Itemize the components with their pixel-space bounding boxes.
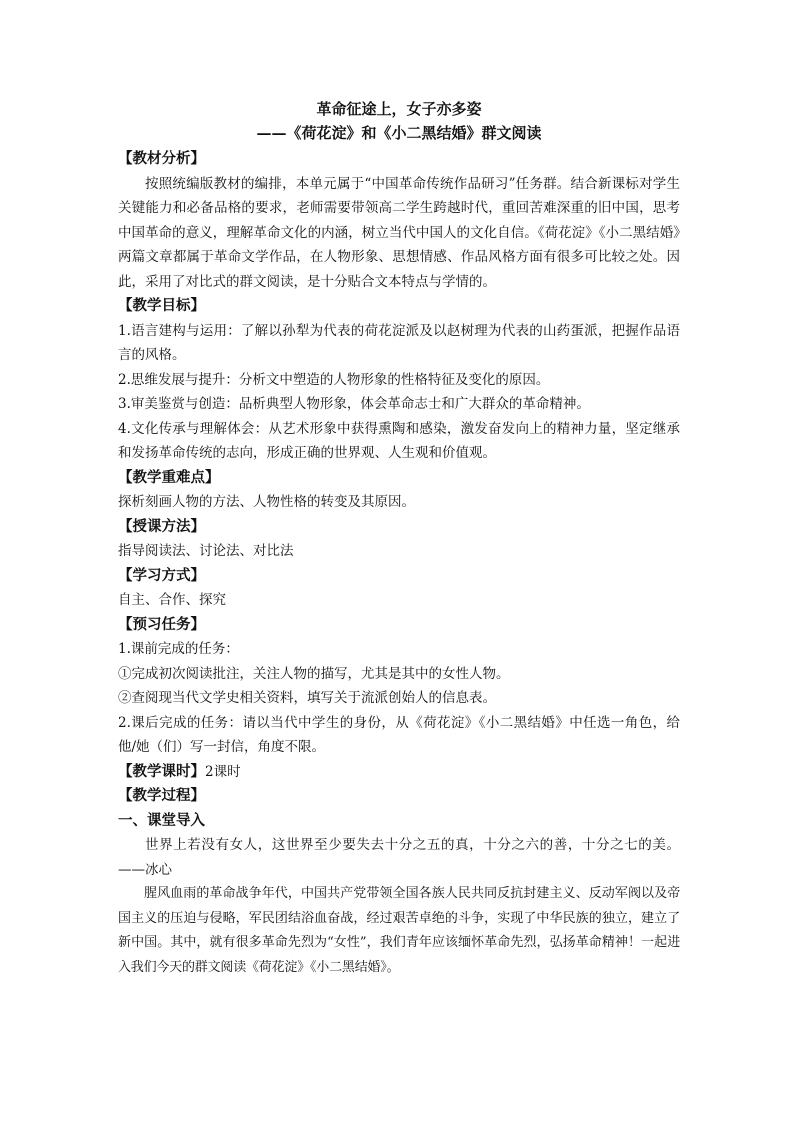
keypoints-text: 探析刻画人物的方法、人物性格的转变及其原因。: [118, 494, 415, 510]
section-heading-keypoints: 【教学重难点】: [118, 468, 220, 486]
preview-item: 1.课前完成的任务：: [118, 641, 239, 657]
analysis-paragraph: 按照统编版教材的编排，本单元属于“中国革命传统作品研习”任务群。结合新课标对学生关键能力和必备品格的要求，老师需要带领高二学生跨越时代，重回苦难深重的旧中国，思考中国革命的意义，理解革命文化的内涵，树立当代中国人的文化自信。《荷花淀》《小二黑结婚》两篇文章都属于革命文学作品，在人物形象、思想情感、作品风格方面有很多可比较之处。因此，采用了对比式的群文阅读，是十分贴合文本特点与学情的。: [118, 175, 680, 290]
learning-text: 自主、合作、探究: [118, 592, 226, 608]
section-heading-goals: 【教学目标】: [118, 297, 205, 314]
intro-quote: 世界上若没有女人，这世界至少要失去十分之五的真，十分之六的善，十分之七的美。——冰心: [118, 837, 680, 878]
section-heading-process: 【教学过程】: [118, 787, 205, 804]
section-heading-methods: 【授课方法】: [118, 517, 205, 535]
section-heading-learning: 【学习方式】: [118, 566, 205, 584]
hours-line: [118, 760, 680, 785]
process-section-title: 一、课堂导入: [118, 811, 205, 829]
goal-item: 1.语言建构与运用：了解以孙犁为代表的荷花淀派及以赵树理为代表的山药蛋派，把握作品语言的风格。: [118, 322, 680, 363]
methods-text: 指导阅读法、讨论法、对比法: [118, 543, 294, 559]
preview-item: 2.课后完成的任务：请以当代中学生的身份，从《荷花淀》《小二黑结婚》中任选一角色，给他/她（们）写一封信，角度不限。: [118, 714, 680, 755]
intro-paragraph: 腥风血雨的革命战争年代，中国共产党带领全国各族人民共同反抗封建主义、反动军阀以及帝国主义的压迫与侵略，军民团结浴血奋战，经过艰苦卓绝的斗争，实现了中华民族的独立，建立了新中国。其中，就有很多革命先烈为“女性”，我们青年应该缅怀革命先烈，弘扬革命精神！一起进入我们今天的群文阅读《荷花淀》《小二黑结婚》。: [118, 886, 680, 975]
goal-item: 2.思维发展与提升：分析文中塑造的人物形象的性格特征及变化的原因。: [118, 371, 550, 388]
goal-item: 3.审美鉴赏与创造：品析典型人物形象，体会革命志士和广大群众的革命精神。: [118, 396, 590, 412]
preview-item: ①完成初次阅读批注，关注人物的描写，尤其是其中的女性人物。: [118, 665, 510, 682]
section-heading-hours: 【教学课时】: [118, 762, 205, 780]
section-heading-preview: 【预习任务】: [118, 615, 205, 633]
page-subtitle: ——《荷花淀》和《小二黑结婚》群文阅读: [256, 124, 542, 142]
page-title: 革命征途上，女子亦多姿: [316, 100, 482, 118]
preview-item: ②查阅现当代文学史相关资料，填写关于流派创始人的信息表。: [118, 690, 496, 706]
hours-value: 2课时: [205, 763, 241, 780]
goal-item: 4.文化传承与理解体会：从艺术形象中获得熏陶和感染，激发奋发向上的精神力量，坚定继承和发扬革命传统的志向，形成正确的世界观、人生观和价值观。: [118, 420, 680, 461]
document-page: [118, 97, 680, 980]
section-heading-analysis: 【教材分析】: [118, 150, 205, 167]
